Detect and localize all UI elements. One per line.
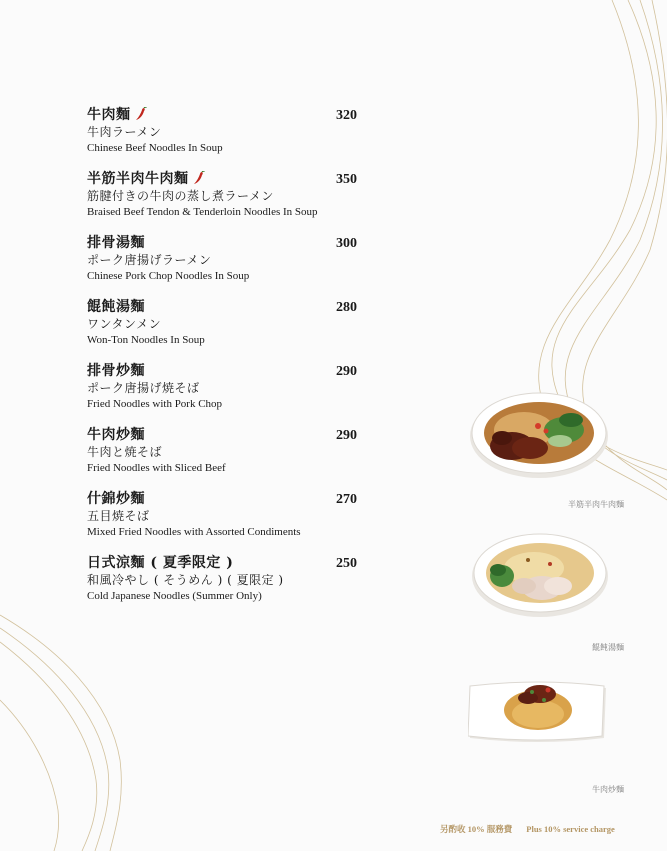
item-name-jp: 筋腱付きの牛肉の蒸し煮ラーメン <box>87 189 274 203</box>
item-name-zh: 牛肉麵 <box>87 107 131 123</box>
beef-tendon-noodle-photo <box>468 386 610 482</box>
menu-item <box>87 426 367 490</box>
item-name-zh: 什錦炒麵 <box>87 491 145 507</box>
item-name-en: Won-Ton Noodles In Soup <box>87 334 205 346</box>
menu-item <box>87 106 367 170</box>
item-name-zh: 排骨湯麵 <box>87 235 145 251</box>
item-name-jp: ワンタンメン <box>87 317 162 331</box>
item-name-zh: 牛肉炒麵 <box>87 427 145 443</box>
chili-pepper-icon <box>135 107 147 121</box>
item-name-jp: 牛肉と焼そば <box>87 445 163 459</box>
item-name-jp: ポーク唐揚げラーメン <box>87 253 212 267</box>
item-price: 270 <box>336 492 357 507</box>
item-name-en: Cold Japanese Noodles (Summer Only) <box>87 590 262 602</box>
item-name-jp: ポーク唐揚げ焼そば <box>87 381 200 395</box>
item-price: 280 <box>336 300 357 315</box>
item-price: 350 <box>336 172 357 187</box>
service-charge-en: Plus 10% service charge <box>526 824 615 834</box>
photo-caption: 半筋半肉牛肉麵 <box>568 500 624 509</box>
item-price: 290 <box>336 428 357 443</box>
item-name-zh: 餛飩湯麵 <box>87 299 145 315</box>
service-charge-zh: 另酌收 10% 服務費 <box>440 824 513 834</box>
menu-item <box>87 170 367 234</box>
item-name-en: Fried Noodles with Sliced Beef <box>87 462 226 474</box>
item-name-jp: 和風冷やし ( そうめん ) ( 夏限定 ) <box>87 573 284 587</box>
item-name-zh: 排骨炒麵 <box>87 363 145 379</box>
noodle-menu-list <box>87 106 367 618</box>
item-name-en: Fried Noodles with Pork Chop <box>87 398 223 410</box>
beef-fried-noodle-photo <box>468 680 610 746</box>
item-name-en: Chinese Pork Chop Noodles In Soup <box>87 270 250 282</box>
menu-item <box>87 490 367 554</box>
item-price: 290 <box>336 364 357 379</box>
menu-item <box>87 362 367 426</box>
wonton-noodle-photo <box>470 528 610 620</box>
menu-item <box>87 554 367 618</box>
chili-pepper-icon <box>193 171 205 185</box>
photo-caption: 牛肉炒麵 <box>592 785 624 794</box>
item-name-en: Chinese Beef Noodles In Soup <box>87 142 223 154</box>
item-price: 300 <box>336 236 357 251</box>
menu-item <box>87 234 367 298</box>
item-price: 320 <box>336 108 357 123</box>
item-name-jp: 五目焼そば <box>87 509 150 523</box>
item-name-zh: 日式涼麵 ( 夏季限定 ) <box>87 555 234 571</box>
service-charge-note <box>440 823 615 835</box>
item-name-zh: 半筋半肉牛肉麵 <box>87 171 189 187</box>
item-name-en: Braised Beef Tendon & Tenderloin Noodles In Soup <box>87 206 318 218</box>
item-name-en: Mixed Fried Noodles with Assorted Condiments <box>87 526 301 538</box>
item-price: 250 <box>336 556 357 571</box>
item-name-jp: 牛肉ラーメン <box>87 125 162 139</box>
photo-caption: 餛飩湯麵 <box>592 643 624 652</box>
menu-item <box>87 298 367 362</box>
